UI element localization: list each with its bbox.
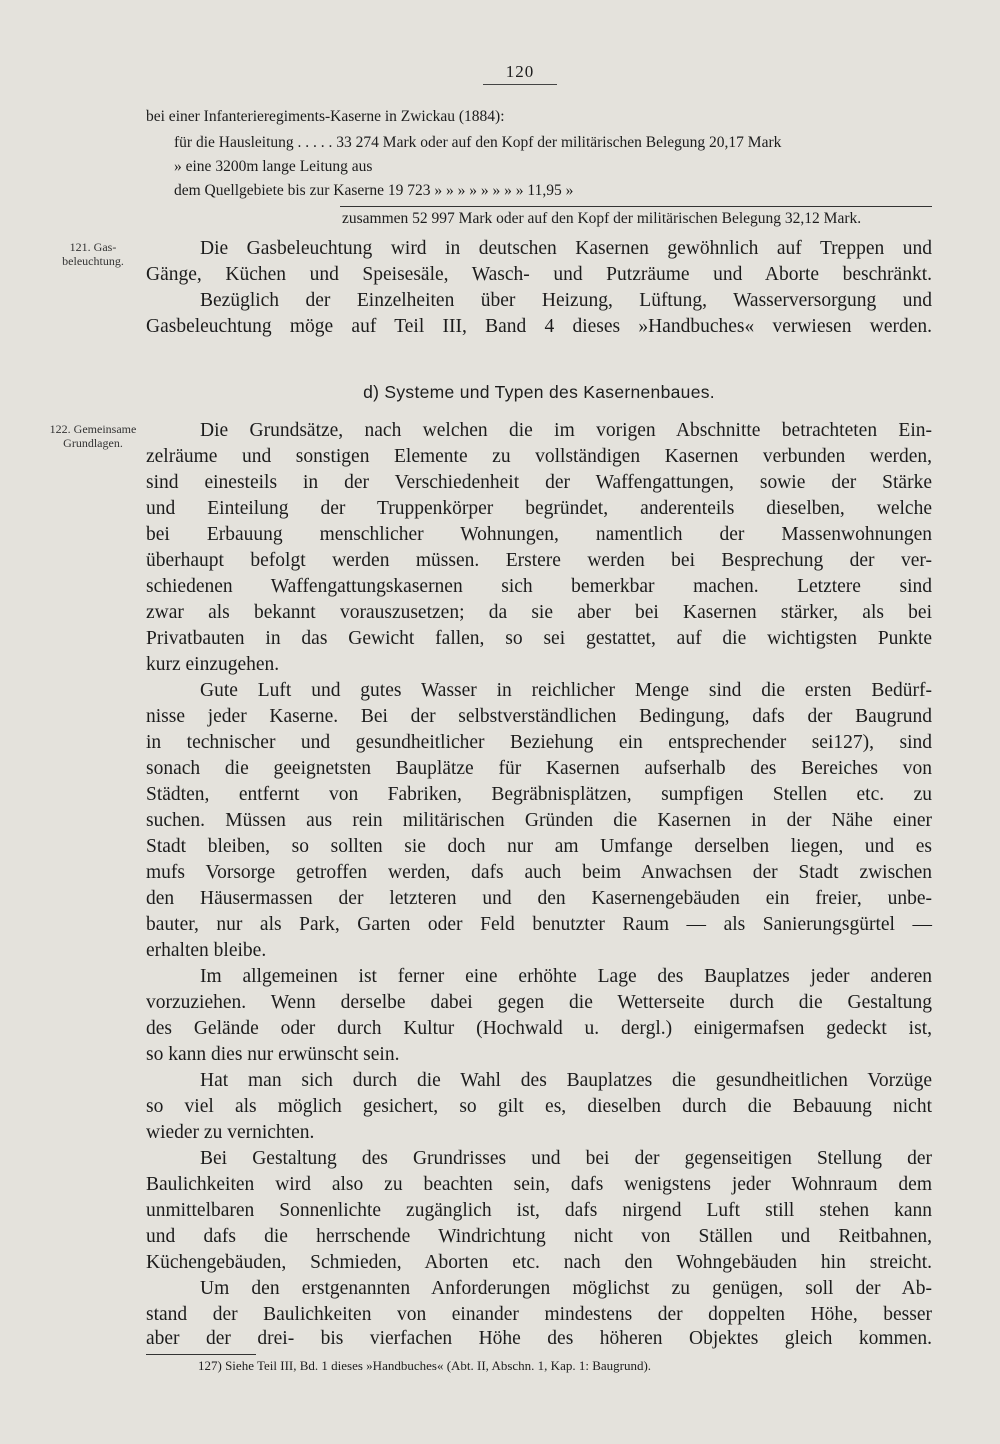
text-line: Bei Gestaltung des Grundrisses und bei der gegenseitigen Stellung der bbox=[200, 1148, 932, 1169]
text-line: Küchengebäuden, Schmieden, Aborten etc. nach den Wohngebäuden hin streicht. bbox=[146, 1252, 932, 1273]
text-line: Im allgemeinen ist ferner eine erhöhte Lage des Bauplatzes jeder anderen bbox=[200, 966, 932, 987]
page-number-rule bbox=[483, 84, 557, 85]
text-line: schiedenen Waffengattungskasernen sich bemerkbar machen. Letztere sind bbox=[146, 576, 932, 597]
text-line: so viel als möglich gesichert, so gilt es, dieselben durch die Bebauung nicht bbox=[146, 1096, 932, 1117]
text-line: Gute Luft und gutes Wasser in reichlicher Menge sind die ersten Bedürf- bbox=[200, 680, 932, 701]
text-line: zwar als bekannt vorauszusetzen; da sie aber bei Kasernen stärker, als bei bbox=[146, 602, 932, 623]
cost-table-total: zusammen 52 997 Mark oder auf den Kopf der militärischen Belegung 32,12 Mark. bbox=[342, 210, 862, 227]
text-line: kurz einzugehen. bbox=[146, 654, 280, 675]
text-line: Städten, entfernt von Fabriken, Begräbnisplätzen, sumpfigen Stellen etc. zu bbox=[146, 784, 932, 805]
text-line: vorzuziehen. Wenn derselbe dabei gegen die Wetterseite durch die Gestaltung bbox=[146, 992, 932, 1013]
page-number: 120 bbox=[505, 62, 535, 81]
text-line: überhaupt befolgt werden müssen. Erstere werden bei Besprechung der ver- bbox=[146, 550, 932, 571]
footnote: 127) Siehe Teil III, Bd. 1 dieses »Handbuches« (Abt. II, Abschn. 1, Kap. 1: Baugrund). bbox=[198, 1358, 652, 1373]
text-line: sonach die geeignetsten Bauplätze für Kasernen aufserhalb des Bereiches von bbox=[146, 758, 932, 779]
text-line: Gänge, Küchen und Speisesäle, Wasch- und Putzräume und Aborte beschränkt. bbox=[146, 264, 932, 285]
text-line: Um den erstgenannten Anforderungen möglichst zu genügen, soll der Ab- bbox=[200, 1278, 932, 1299]
text-line: und dafs die herrschende Windrichtung nicht von Ställen und Reitbahnen, bbox=[146, 1226, 932, 1247]
text-line: mufs Vorsorge getroffen werden, dafs auch beim Anwachsen der Stadt zwischen bbox=[146, 862, 932, 883]
cost-row-hausleitung: für die Hausleitung . . . . . 33 274 Mark oder auf den Kopf der militärischen Belegung 20,17 Mark bbox=[174, 134, 782, 151]
text-line: nisse jeder Kaserne. Bei der selbstverständlichen Bedingung, dafs der Baugrund bbox=[146, 706, 932, 727]
text-line: unmittelbaren Sonnenlichte zugänglich ist, dafs nirgend Luft still stehen kann bbox=[146, 1200, 932, 1221]
text-line: erhalten bleibe. bbox=[146, 940, 267, 961]
text-line: Hat man sich durch die Wahl des Bauplatzes die gesundheitlichen Vorzüge bbox=[200, 1070, 932, 1091]
text-line: den Häusermassen der letzteren und den Kasernengebäuden ein freier, unbe- bbox=[146, 888, 932, 909]
section-heading: d) Systeme und Typen des Kasernenbaues. bbox=[363, 382, 715, 402]
text-line: in technischer und gesundheitlicher Beziehung ein entsprechender sei127), sind bbox=[146, 732, 932, 753]
text-line: stand der Baulichkeiten von einander mindestens der doppelten Höhe, besser bbox=[146, 1304, 932, 1325]
text-line: Die Grundsätze, nach welchen die im vorigen Abschnitte betrachteten Ein- bbox=[200, 420, 932, 441]
cost-row-leitung: » eine 3200m lange Leitung aus bbox=[174, 158, 373, 175]
text-line: zelräume und sonstigen Elemente zu vollständigen Kasernen verbunden werden, bbox=[146, 446, 932, 467]
margin-note-gasbeleuchtung: 121. Gas- beleuchtung. bbox=[62, 240, 124, 268]
text-line: bauter, nur als Park, Garten oder Feld benutzter Raum — als Sanierungsgürtel — bbox=[146, 914, 932, 935]
text-line: so kann dies nur erwünscht sein. bbox=[146, 1044, 400, 1065]
text-line: des Gelände oder durch Kultur (Hochwald u. dergl.) einigermafsen gedeckt ist, bbox=[146, 1018, 932, 1039]
text-line: Privatbauten in das Gewicht fallen, so sei gestattet, auf die wichtigsten Punkte bbox=[146, 628, 932, 649]
text-line: wieder zu vernichten. bbox=[146, 1122, 315, 1143]
footnote-rule bbox=[146, 1354, 256, 1355]
cost-table-intro: bei einer Infanterieregiments-Kaserne in Zwickau (1884): bbox=[146, 108, 505, 125]
text-line: und Einteilung der Truppenkörper begründet, anderenteils dieselben, welche bbox=[146, 498, 932, 519]
text-line: bei Erbauung menschlicher Wohnungen, namentlich der Massenwohnungen bbox=[146, 524, 932, 545]
text-line: Bezüglich der Einzelheiten über Heizung, Lüftung, Wasserversorgung und bbox=[200, 290, 932, 311]
text-line: sind einesteils in der Verschiedenheit der Waffengattungen, sowie der Stärke bbox=[146, 472, 932, 493]
text-line: Gasbeleuchtung möge auf Teil III, Band 4 dieses »Handbuches« verwiesen werden. bbox=[146, 316, 932, 337]
text-line: suchen. Müssen aus rein militärischen Gründen die Kasernen in der Nähe einer bbox=[146, 810, 932, 831]
text-line: Baulichkeiten wird also zu beachten sein, dafs wenigstens jeder Wohnraum dem bbox=[146, 1174, 932, 1195]
cost-row-quellgebiet: dem Quellgebiete bis zur Kaserne 19 723 » » » » » » » » 11,95 » bbox=[174, 182, 574, 199]
cost-table-rule bbox=[340, 206, 932, 207]
text-line: Stadt bleiben, so sollten sie doch nur am Umfange derselben liegen, und es bbox=[146, 836, 932, 857]
text-line: Die Gasbeleuchtung wird in deutschen Kasernen gewöhnlich auf Treppen und bbox=[200, 238, 932, 259]
margin-note-grundlagen: 122. Gemeinsame Grundlagen. bbox=[49, 422, 137, 450]
text-line: aber der drei- bis vierfachen Höhe des höheren Objektes gleich kommen. bbox=[146, 1328, 932, 1349]
